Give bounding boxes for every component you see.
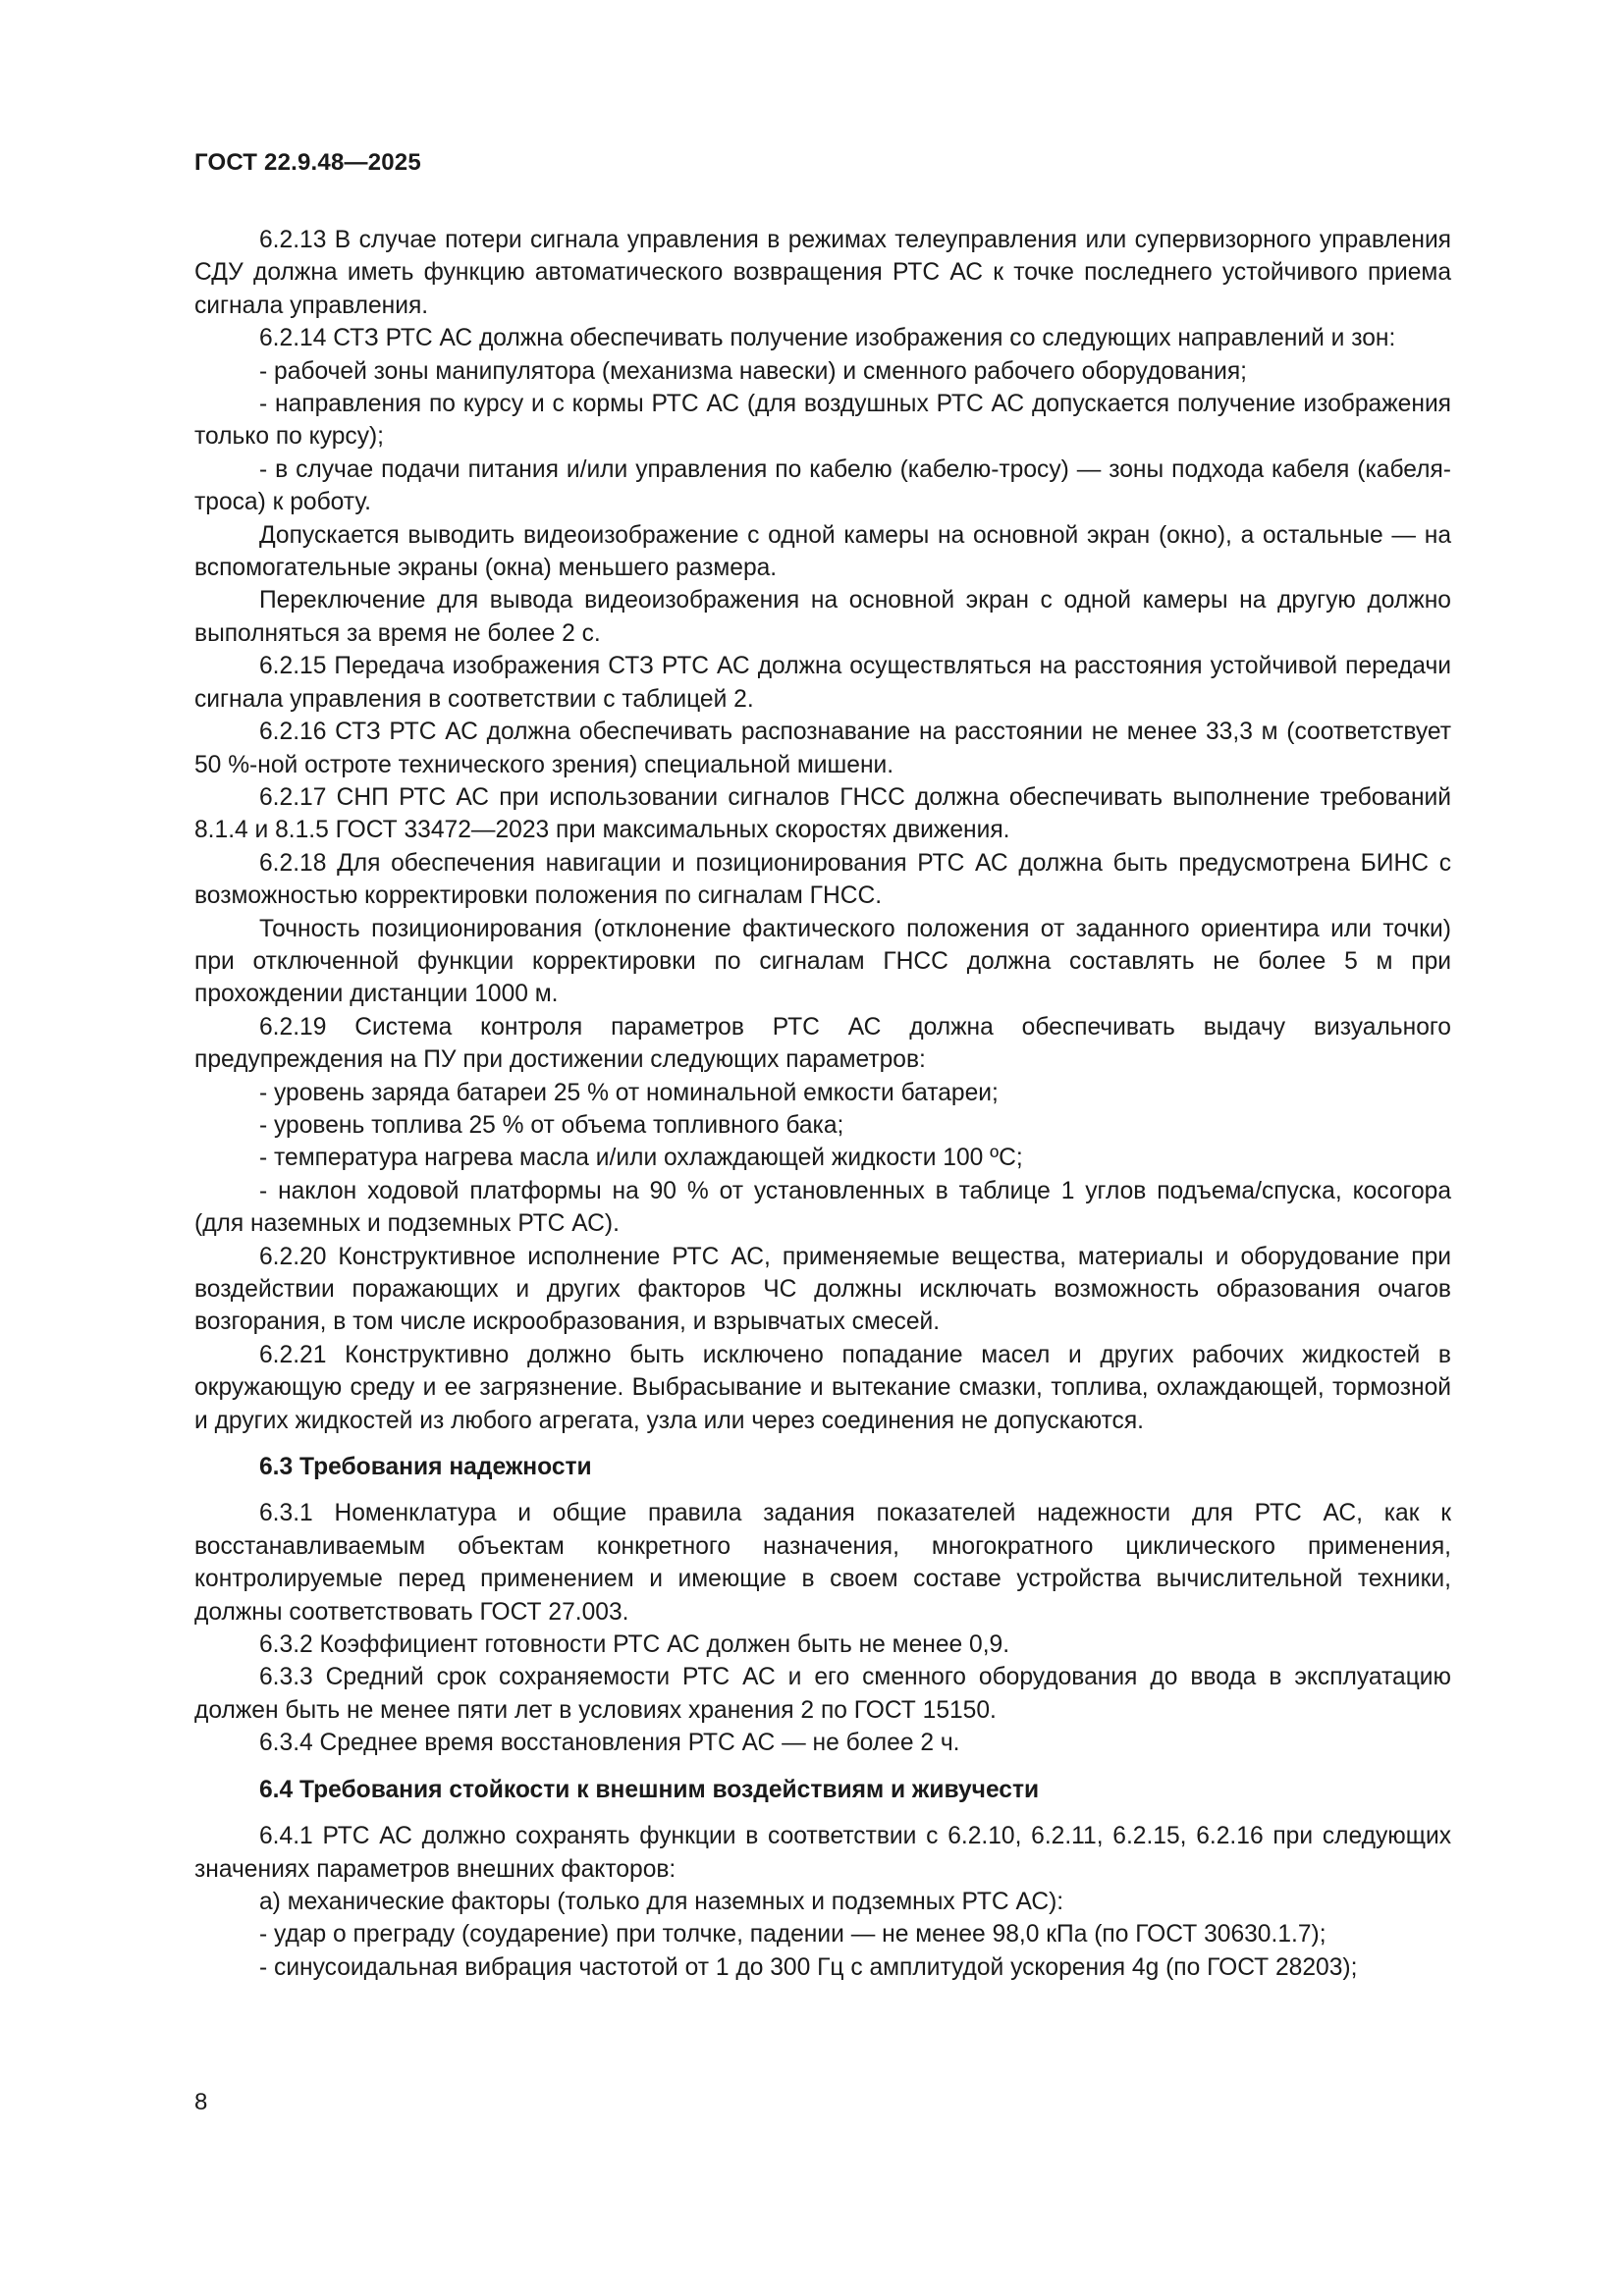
section-heading-6-4: 6.4 Требования стойкости к внешним воздействиям и живучести <box>259 1776 1040 1803</box>
list-item: - уровень заряда батареи 25 % от номинальной емкости батареи; <box>259 1079 999 1106</box>
paragraph-6-2-19: 6.2.19 Система контроля параметров РТС АС должна обеспечивать выдачу визуального предупреждения на ПУ при достижении следующих параметров: <box>194 1013 1451 1074</box>
list-item: а) механические факторы (только для наземных и подземных РТС АС): <box>259 1888 1064 1915</box>
paragraph-6-2-15: 6.2.15 Передача изображения СТЗ РТС АС должна осуществляться на расстояния устойчивой передачи сигнала управления в соответствии с таблицей 2. <box>194 653 1451 713</box>
paragraph-6-2-14: 6.2.14 СТЗ РТС АС должна обеспечивать получение изображения со следующих направлений и зон: <box>259 325 1396 352</box>
paragraph: Переключение для вывода видеоизображения на основной экран с одной камеры на другую должно выполняться за время не более 2 с. <box>194 587 1451 647</box>
paragraph-6-2-16: 6.2.16 СТЗ РТС АС должна обеспечивать распознавание на расстоянии не менее 33,3 м (соответствует 50 %-ной остроте технического зрения) специальной мишени. <box>194 719 1451 778</box>
paragraph-6-2-13: 6.2.13 В случае потери сигнала управления в режимах телеуправления или супервизорного управления СДУ должна иметь функцию автоматического возвращения РТС АС к точке последнего устойчивого приема сигнала управления. <box>194 227 1451 319</box>
list-item: - наклон ходовой платформы на 90 % от установленных в таблице 1 углов подъема/спуска, косогора (для наземных и подземных РТС АС). <box>194 1177 1451 1238</box>
paragraph-6-3-3: 6.3.3 Средний срок сохраняемости РТС АС и его сменного оборудования до ввода в эксплуатацию должен быть не менее пяти лет в условиях хранения 2 по ГОСТ 15150. <box>194 1664 1451 1724</box>
document-body <box>194 224 1451 1984</box>
list-item: - удар о преграду (соударение) при толчке, падении — не менее 98,0 кПа (по ГОСТ 30630.1.7); <box>259 1921 1326 1949</box>
paragraph: Допускается выводить видеоизображение с одной камеры на основной экран (окно), а остальные — на вспомогательные экраны (окна) меньшего размера. <box>194 521 1451 582</box>
paragraph-6-2-18: 6.2.18 Для обеспечения навигации и позиционирования РТС АС должна быть предусмотрена БИНС с возможностью корректировки положения по сигналам ГНСС. <box>194 849 1451 910</box>
section-heading-6-3: 6.3 Требования надежности <box>259 1454 592 1481</box>
paragraph-6-3-2: 6.3.2 Коэффициент готовности РТС АС должен быть не менее 0,9. <box>259 1631 1010 1659</box>
list-item: - направления по курсу и с кормы РТС АС (для воздушных РТС АС допускается получение изображения только по курсу); <box>194 391 1451 451</box>
paragraph-6-2-21: 6.2.21 Конструктивно должно быть исключено попадание масел и других рабочих жидкостей в окружающую среду и ее загрязнение. Выбрасывание и вытекание смазки, топлива, охлаждающей, тормозной и других жидкостей из любого агрегата, узла или через соединения не допускаются. <box>194 1341 1451 1434</box>
paragraph: Точность позиционирования (отклонение фактического положения от заданного ориентира или точки) при отключенной функции корректировки по сигналам ГНСС должна составлять не более 5 м при прохождении дистанции 1000 м. <box>194 915 1451 1008</box>
list-item: - в случае подачи питания и/или управления по кабелю (кабелю-тросу) — зоны подхода кабеля (кабеля-троса) к роботу. <box>194 455 1451 516</box>
page-number: 8 <box>194 2089 208 2115</box>
paragraph-6-2-20: 6.2.20 Конструктивное исполнение РТС АС, применяемые вещества, материалы и оборудование при воздействии поражающих и других факторов ЧС должны исключать возможность образования очагов возгорания, в том числе искрообразования, и взрывчатых смесей. <box>194 1243 1451 1336</box>
list-item: - рабочей зоны манипулятора (механизма навески) и сменного рабочего оборудования; <box>259 357 1247 385</box>
paragraph-6-3-1: 6.3.1 Номенклатура и общие правила задания показателей надежности для РТС АС, как к восстанавливаемым объектам конкретного назначения, многократного циклического применения, контролируемые перед применением и имеющие в своем составе устройства вычислительной техники, должны соответствовать ГОСТ 27.003. <box>194 1500 1451 1626</box>
paragraph-6-3-4: 6.3.4 Среднее время восстановления РТС АС — не более 2 ч. <box>259 1730 960 1757</box>
list-item: - синусоидальная вибрация частотой от 1 до 300 Гц с амплитудой ускорения 4g (по ГОСТ 28203); <box>259 1953 1358 1981</box>
paragraph-6-2-17: 6.2.17 СНП РТС АС при использовании сигналов ГНСС должна обеспечивать выполнение требований 8.1.4 и 8.1.5 ГОСТ 33472—2023 при максимальных скоростях движения. <box>194 783 1451 844</box>
document-header: ГОСТ 22.9.48—2025 <box>194 149 421 176</box>
paragraph-6-4-1: 6.4.1 РТС АС должно сохранять функции в соответствии с 6.2.10, 6.2.11, 6.2.15, 6.2.16 при следующих значениях параметров внешних факторов: <box>194 1823 1451 1883</box>
list-item: - температура нагрева масла и/или охлаждающей жидкости 100 ºС; <box>259 1145 1023 1172</box>
list-item: - уровень топлива 25 % от объема топливного бака; <box>259 1111 844 1139</box>
